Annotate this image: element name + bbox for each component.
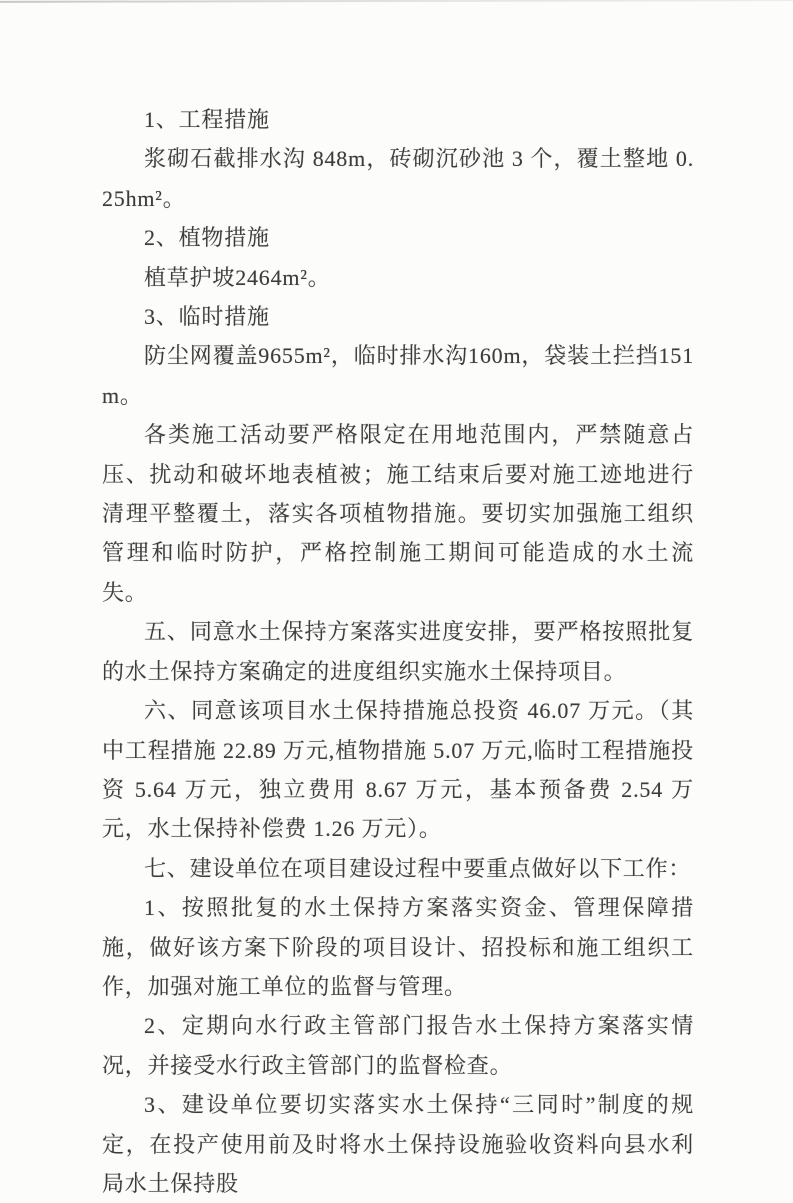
doc-paragraph-item-7-intro: 七、建设单位在项目建设过程中要重点做好以下工作：	[144, 855, 692, 881]
doc-paragraph-construction-requirements: 各类施工活动要严格限定在用地范围内，严禁随意占压、扰动和破坏地表植被；施工结束后要对施工迹地进行清理平整覆土，落实各项植物措施。要切实加强施工组织管理和临时防护，严格控制施工期间可能造成的水土流失。	[102, 422, 694, 605]
doc-paragraph-item-7-task-3: 3、建设单位要切实落实水土保持“三同时”制度的规定，在投产使用前及时将水土保持设施验收资料向县水利局水土保持股	[102, 1092, 694, 1196]
document-body-text	[102, 100, 694, 1203]
doc-paragraph-engineering-measures-detail: 浆砌石截排水沟 848m，砖砌沉砂池 3 个，覆土整地 0.25hm²。	[102, 146, 694, 211]
doc-paragraph-plant-measures-heading: 2、植物措施	[144, 225, 270, 251]
scan-edge-artifact	[0, 0, 793, 3]
doc-paragraph-temporary-measures-heading: 3、临时措施	[144, 304, 270, 330]
doc-paragraph-temporary-measures-detail: 防尘网覆盖9655m²，临时排水沟160m，袋装土拦挡151m。	[102, 343, 694, 408]
doc-paragraph-item-7-task-1: 1、按照批复的水土保持方案落实资金、管理保障措施，做好该方案下阶段的项目设计、招投标和施工组织工作，加强对施工单位的监督与管理。	[102, 895, 694, 999]
doc-paragraph-engineering-measures-heading: 1、工程措施	[144, 107, 270, 132]
doc-paragraph-plant-measures-detail: 植草护坡2464m²。	[144, 264, 331, 290]
doc-paragraph-item-6-investment: 六、同意该项目水土保持措施总投资 46.07 万元。（其中工程措施 22.89 万元,植物措施 5.07 万元,临时工程措施投资 5.64 万元，独立费用 8.67 万元，基本预备费 2.54 万元，水土保持补偿费 1.26 万元）。	[102, 698, 694, 842]
doc-paragraph-item-7-task-2: 2、定期向水行政主管部门报告水土保持方案落实情况，并接受水行政主管部门的监督检查。	[102, 1013, 694, 1078]
doc-paragraph-item-5-schedule: 五、同意水土保持方案落实进度安排，要严格按照批复的水土保持方案确定的进度组织实施水土保持项目。	[102, 619, 694, 684]
